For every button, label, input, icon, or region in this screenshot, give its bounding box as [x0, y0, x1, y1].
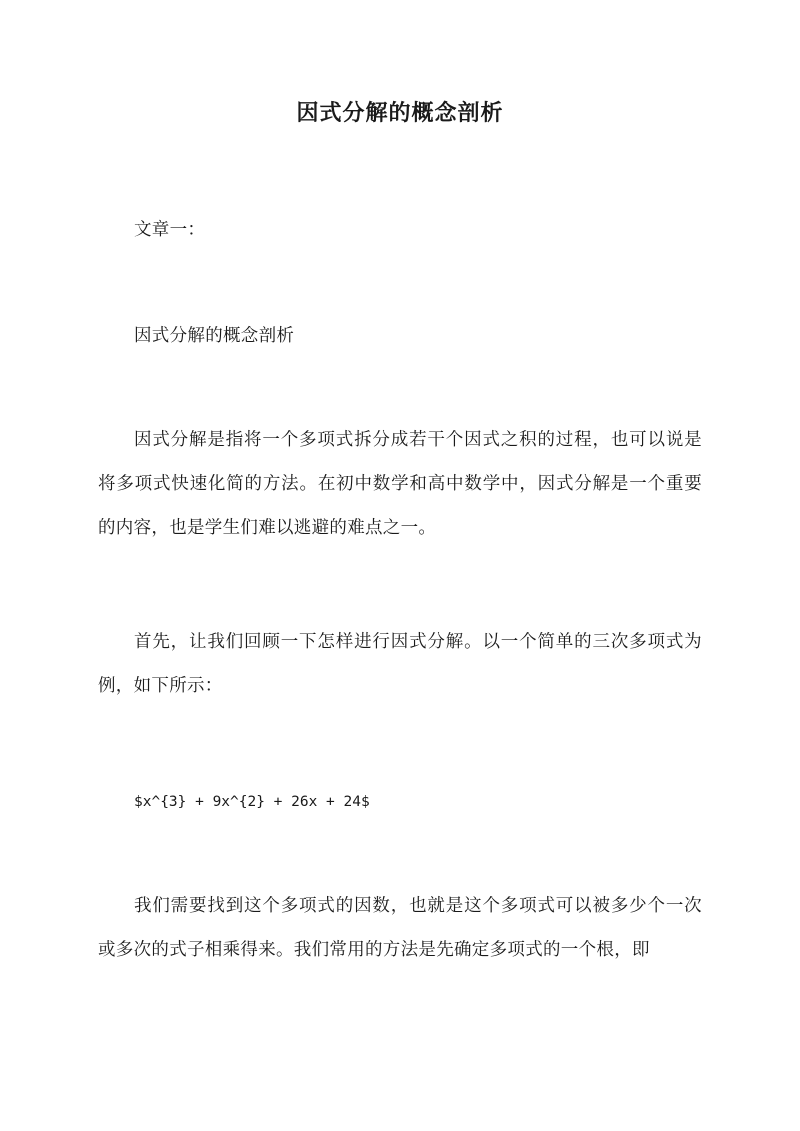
body-paragraph: 我们需要找到这个多项式的因数，也就是这个多项式可以被多少个一次或多次的式子相乘得来。我们常用的方法是先确定多项式的一个根，即 [98, 896, 702, 960]
polynomial-formula: $x^{3} + 9x^{2} + 26x + 24$ [134, 794, 370, 810]
section-subtitle: 因式分解的概念剖析 [134, 326, 295, 346]
body-paragraph: 首先，让我们回顾一下怎样进行因式分解。以一个简单的三次多项式为例，如下所示： [98, 632, 702, 696]
chapter-label: 文章一： [134, 220, 206, 240]
document-title: 因式分解的概念剖析 [296, 100, 504, 126]
body-paragraph: 因式分解是指将一个多项式拆分成若干个因式之积的过程，也可以说是将多项式快速化简的方法。在初中数学和高中数学中，因式分解是一个重要的内容，也是学生们难以逃避的难点之一。 [98, 430, 702, 538]
